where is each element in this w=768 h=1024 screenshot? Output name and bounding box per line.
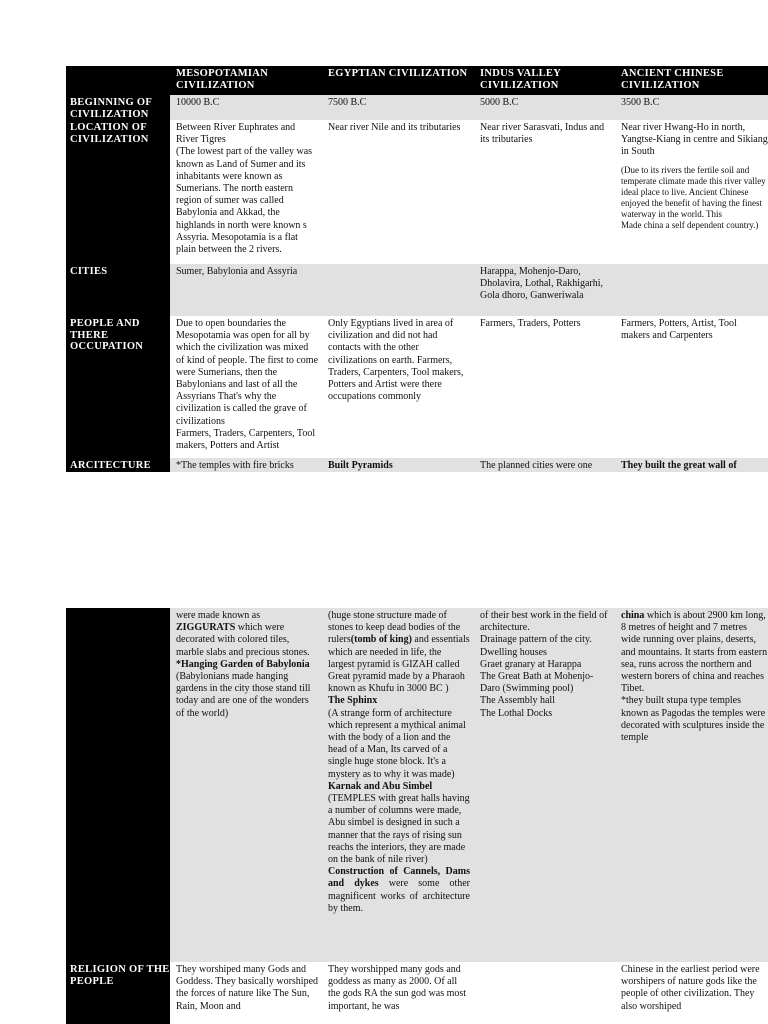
row-label-people: PEOPLE AND THERE OCCUPATION xyxy=(66,316,170,458)
canals-title: Construction of Cannels, Dams and dykes xyxy=(328,866,470,890)
row-label-cities: CITIES xyxy=(66,264,170,316)
people-china: Farmers, Potters, Artist, Tool makers and Carpenters xyxy=(621,318,737,342)
architecture-meso-intro: were made known as xyxy=(176,610,261,621)
ziggurats-desc: which were decorated with colored tiles, marble slabs and precious stones. xyxy=(176,622,310,658)
indus-arch-4: Graet granary at Harappa xyxy=(480,658,582,670)
indus-arch-5: The Great Bath at Mohenjo-Daro (Swimming pool) xyxy=(480,671,594,695)
beginning-meso: 10000 B.C xyxy=(176,97,220,108)
people-indus: Farmers, Traders, Potters xyxy=(480,318,581,329)
civilization-table-part-2 xyxy=(66,608,768,1024)
indus-arch-1: of their best work in the field of architecture. xyxy=(480,610,608,634)
architecture-meso xyxy=(170,608,322,962)
indus-arch-7: The Lothal Docks xyxy=(480,707,553,719)
architecture-indus xyxy=(474,608,617,962)
beginning-egypt: 7500 B.C xyxy=(328,97,367,108)
header-egyptian: EGYPTIAN CIVILIZATION xyxy=(322,66,474,95)
tomb-of-king: (tomb of king) xyxy=(350,634,412,646)
religion-egypt: They worshipped many gods and goddess as many as 2000. Of all the gods RA the sun god was most important, he was xyxy=(328,964,467,1012)
great-wall-detail: which is about 2900 km long, 8 metres of height and 7 metres wide running over plains, deserts, and mountains. It starts from eastern sea, runs across the northern and western borers of china and reaches Tibet. xyxy=(621,610,768,695)
row-religion xyxy=(66,962,768,1024)
people-meso-occupations: Farmers, Traders, Carpenters, Tool makers, Potters and Artist xyxy=(176,427,316,452)
location-meso xyxy=(170,120,322,264)
karnak-title: Karnak and Abu Simbel xyxy=(328,780,433,792)
ziggurats-term: ZIGGURATS xyxy=(176,622,236,634)
architecture-meso-ziggurats xyxy=(176,622,318,659)
location-china-self-dependent: Made china a self dependent country.) xyxy=(621,219,759,230)
location-china-detail: (Due to its rivers the fertile soil and temperate climate made this river valley ideal place to live. Ancient Chinese enjoyed the benefit of having the finest waterway in the world. This xyxy=(621,164,766,219)
religion-indus xyxy=(474,962,617,1024)
architecture-meso-top: *The temples with fire bricks xyxy=(176,460,294,471)
header-row xyxy=(66,66,768,95)
indus-arch-2: Drainage pattern of the city. xyxy=(480,634,592,646)
hanging-garden-desc: (Babylonians made hanging gardens in the city those stand till today and are one of the wonders of the world) xyxy=(176,671,311,719)
row-label-architecture-continued xyxy=(66,608,170,962)
row-people xyxy=(66,316,768,458)
hanging-garden-title: *Hanging Garden of Babylonia xyxy=(176,658,310,670)
people-meso xyxy=(170,316,322,458)
china-term: china xyxy=(621,610,645,621)
beginning-china: 3500 B.C xyxy=(621,97,660,108)
cities-meso: Sumer, Babylonia and Assyria xyxy=(176,266,298,277)
people-meso-detail: Due to open boundaries the Mesopotamia was open for all by which the civilization was mixed of kind of people. The first to come were Sumerians, then the Babylonians and last of all the Assyrians That's why the civilization is called the grave of civilizations xyxy=(176,318,319,427)
architecture-egypt-top: Built Pyramids xyxy=(328,460,393,471)
location-egypt: Near river Nile and its tributaries xyxy=(328,122,461,133)
people-egypt: Only Egyptians lived in area of civilization and did not had contacts with the other civilizations on earth. Farmers, Traders, Carpenters, Tool makers, Potters and Artist were there occupations commonly xyxy=(328,318,464,403)
architecture-china-top: They built the great wall of xyxy=(621,460,737,471)
great-wall-desc xyxy=(621,610,768,695)
pyramids-desc-2: and essentials which are needed in life, the largest pyramid is GIZAH called Great pyramid made by a Pharaoh known as Khufu in 3000 BC ) xyxy=(328,634,470,695)
civilization-table-part-1 xyxy=(66,66,768,472)
canals-desc xyxy=(328,866,470,915)
row-architecture-continued xyxy=(66,608,768,962)
row-label-location: LOCATION OF CIVILIZATION xyxy=(66,120,170,264)
location-meso-rivers: Between River Euphrates and River Tigres xyxy=(176,122,296,146)
karnak-desc: (TEMPLES with great halls having a number of columns were made, Abu simbel is designed in such a manner that the rays of rising sun reachs the interiors, they are made on the bank of nile river) xyxy=(328,793,470,866)
location-indus: Near river Sarasvati, Indus and its tributaries xyxy=(480,122,605,146)
row-cities xyxy=(66,264,768,316)
architecture-egypt xyxy=(322,608,474,962)
pyramids-desc-1: (huge stone structure made of stones to keep dead bodies of the rulers xyxy=(328,610,461,646)
pagodas-desc: *they built stupa type temples known as Pagodas the temples were decorated with sculptures inside the temple xyxy=(621,695,766,744)
indus-arch-6: The Assembly hall xyxy=(480,695,555,707)
beginning-indus: 5000 B.C xyxy=(480,97,519,108)
header-mesopotamian: MESOPOTAMIAN CIVILIZATION xyxy=(170,66,322,95)
religion-meso: They worshiped many Gods and Goddess. They basically worshiped the forces of nature like The Sun, Rain, Moon and xyxy=(176,964,319,1012)
architecture-china xyxy=(617,608,768,962)
header-indus: INDUS VALLEY CIVILIZATION xyxy=(474,66,617,95)
sphinx-desc: (A strange form of architecture which represent a mythical animal with the body of a lion and the head of a Man, Its carved of a single huge stone block. It's a mystery as to why it was made) xyxy=(328,707,466,780)
row-label-beginning: BEGINNING OF CIVILIZATION xyxy=(66,95,170,120)
canals-detail: were some other magnificent works of architecture by them. xyxy=(328,878,471,914)
header-chinese: ANCIENT CHINESE CIVILIZATION xyxy=(617,66,768,95)
pyramids-desc xyxy=(328,610,470,695)
indus-arch-3: Dwelling houses xyxy=(480,646,547,658)
row-architecture xyxy=(66,458,768,472)
cities-egypt xyxy=(322,264,474,316)
row-label-architecture: ARCITECTURE xyxy=(66,458,170,472)
location-meso-detail: (The lowest part of the valley was known as Land of Sumer and its inhabitants were known as Sumerians. The north eastern region of sumer was called Babylonia and Akkad, the highlands in north were known s Assyria. Mesopotamia is a flat plain between the 2 rivers. xyxy=(176,146,313,256)
sphinx-title: The Sphinx xyxy=(328,695,378,707)
row-beginning xyxy=(66,95,768,120)
location-china-rivers: Near river Hwang-Ho in north, Yangtse-Kiang in centre and Sikiang in South xyxy=(621,122,768,158)
cities-china xyxy=(617,264,768,316)
religion-china: Chinese in the earliest period were worshipers of nature gods like the people of other civilization. They also worshiped xyxy=(621,964,760,1012)
row-location xyxy=(66,120,768,264)
header-corner xyxy=(66,66,170,95)
cities-indus: Harappa, Mohenjo-Daro, Dholavira, Lothal, Rakhigarhi, Gola dhoro, Ganweriwala xyxy=(480,266,604,302)
architecture-indus-top: The planned cities were one xyxy=(480,460,593,471)
location-china xyxy=(617,120,768,264)
row-label-religion: RELIGION OF THE PEOPLE xyxy=(66,962,170,1024)
